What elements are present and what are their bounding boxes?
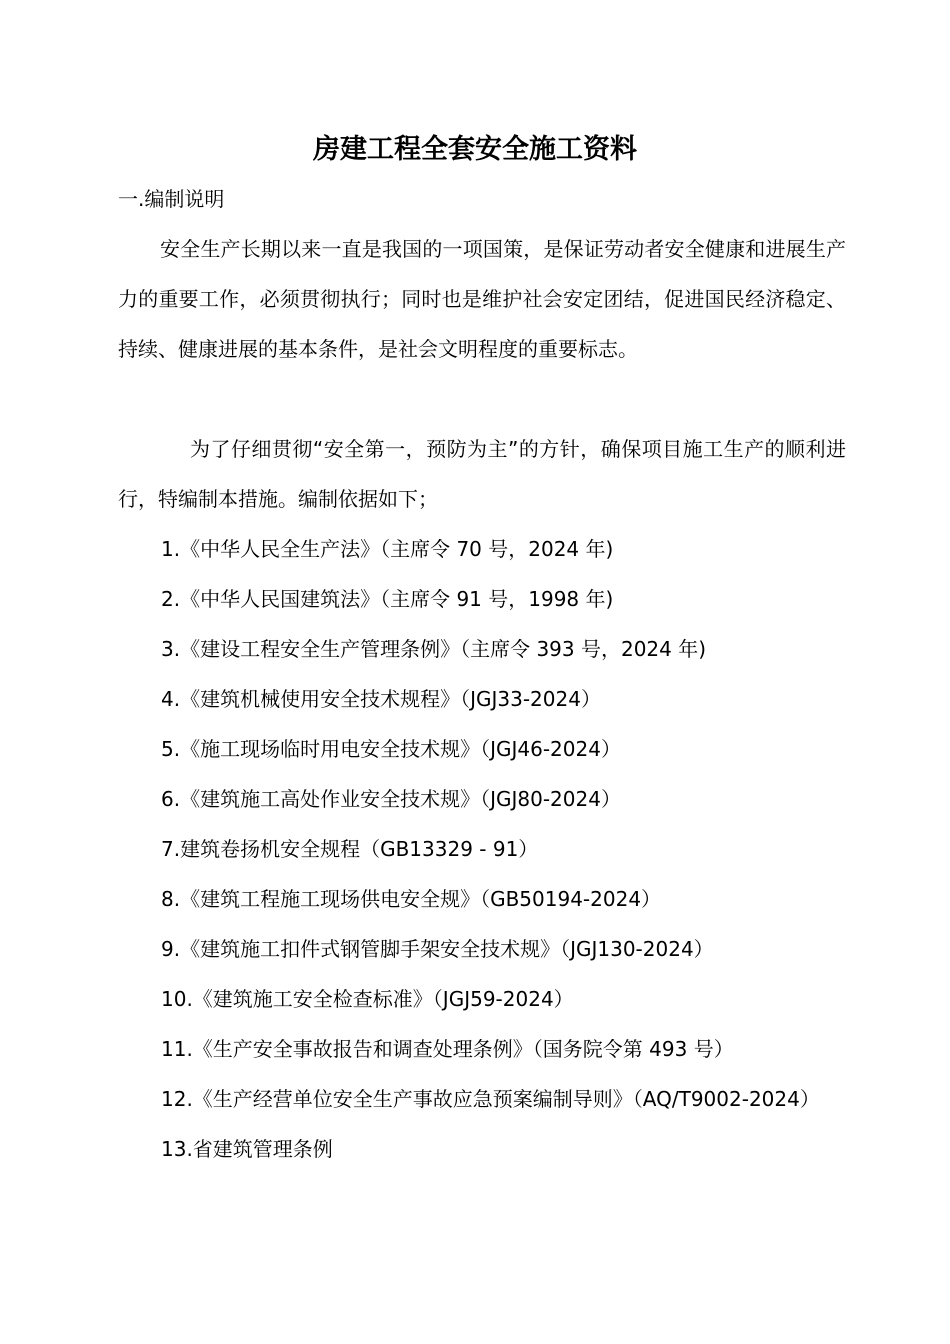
reference-item: 2.《中华人民国建筑法》（主席令 91 号，1998 年) xyxy=(161,587,614,611)
reference-item: 13.省建筑管理条例 xyxy=(161,1137,333,1161)
reference-item: 8.《建筑工程施工现场供电安全规》（GB50194-2024） xyxy=(161,887,662,911)
reference-item: 5.《施工现场临时用电安全技术规》（JGJ46-2024） xyxy=(161,737,621,761)
section-heading: 一.编制说明 xyxy=(118,187,225,211)
paragraph-intro: 安全生产长期以来一直是我国的一项国策，是保证劳动者安全健康和进展生产力的重要工作，必须贯彻执行；同时也是维护社会安定团结，促进国民经济稳定、持续、健康进展的基本条件，是社会文明程度的重要标志。 xyxy=(118,237,846,361)
reference-item: 3.《建设工程安全生产管理条例》（主席令 393 号，2024 年) xyxy=(161,637,707,661)
reference-item: 11.《生产安全事故报告和调查处理条例》（国务院令第 493 号） xyxy=(161,1037,734,1061)
reference-item: 4.《建筑机械使用安全技术规程》（JGJ33-2024） xyxy=(161,687,601,711)
reference-item: 10.《建筑施工安全检查标准》（JGJ59-2024） xyxy=(161,987,574,1011)
reference-item: 12.《生产经营单位安全生产事故应急预案编制导则》（AQ/T9002-2024） xyxy=(161,1087,820,1111)
paragraph-purpose: 为了仔细贯彻“安全第一，预防为主”的方针，确保项目施工生产的顺利进行，特编制本措施。编制依据如下； xyxy=(118,437,846,511)
reference-item: 7.建筑卷扬机安全规程（GB13329 - 91） xyxy=(161,837,539,861)
reference-item: 6.《建筑施工高处作业安全技术规》（JGJ80-2024） xyxy=(161,787,621,811)
reference-list xyxy=(118,524,846,1174)
reference-item: 1.《中华人民全生产法》（主席令 70 号，2024 年) xyxy=(161,537,614,561)
document-title: 房建工程全套安全施工资料 xyxy=(313,134,637,165)
reference-item: 9.《建筑施工扣件式钢管脚手架安全技术规》（JGJ130-2024） xyxy=(161,937,714,961)
